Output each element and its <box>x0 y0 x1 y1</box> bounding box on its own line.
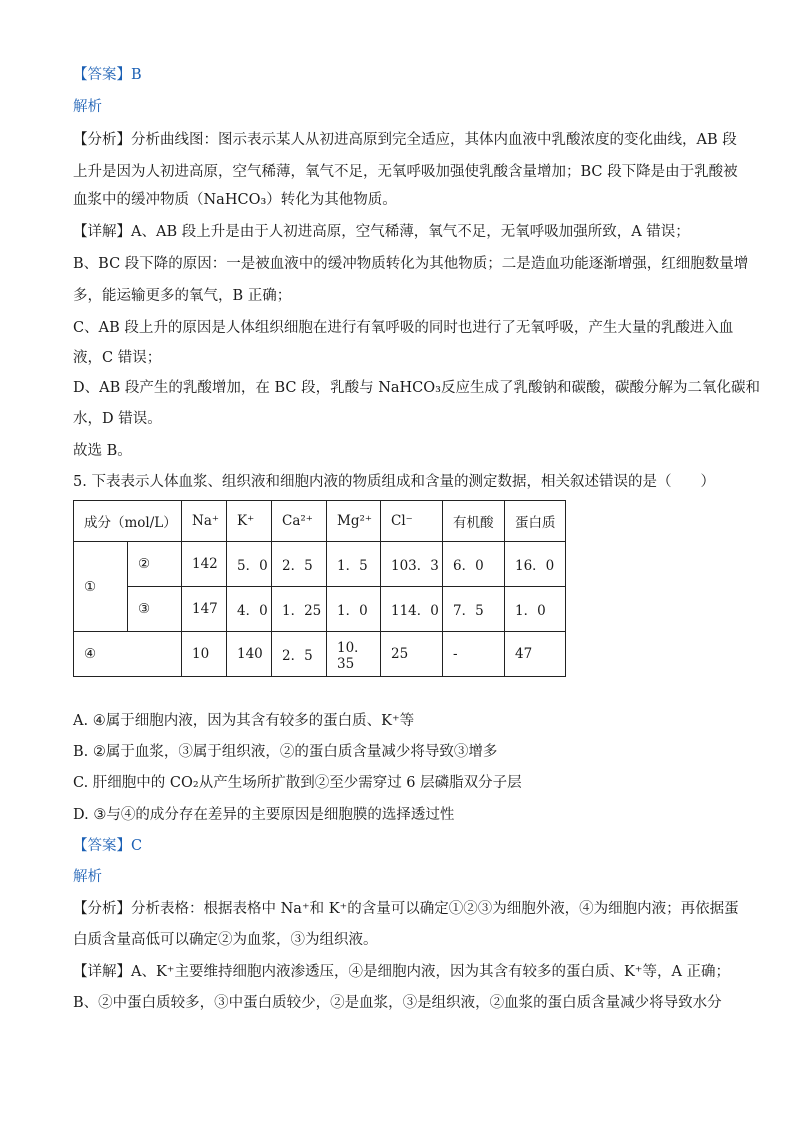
table-group-cell: ① <box>74 542 128 632</box>
table-cell: 1．0 <box>505 587 566 632</box>
table-cell: 2．5 <box>272 632 327 677</box>
text-line: B、②中蛋白质较多，③中蛋白质较少，②是血浆，③是组织液，②血浆的蛋白质含量减少将导致水分 <box>73 995 722 1011</box>
table-header-cell: K⁺ <box>227 501 272 542</box>
text-line: 【详解】A、AB 段上升是由于人初进高原，空气稀薄，氧气不足，无氧呼吸加强所致，A 错误； <box>73 224 690 240</box>
table-cell: 5．0 <box>227 542 272 587</box>
table-row <box>74 542 566 587</box>
table-cell: 1．5 <box>327 542 381 587</box>
table-header-cell: 蛋白质 <box>505 501 566 542</box>
analysis-heading-1: 解析 <box>73 99 102 115</box>
text-line: B、BC 段下降的原因：一是被血液中的缓冲物质转化为其他物质；二是造血功能逐渐增强，红细胞数量增 <box>73 256 749 272</box>
table-cell: 10．35 <box>327 632 381 677</box>
table-cell: 103．3 <box>381 542 443 587</box>
answer-label-2: 【答案】C <box>73 838 143 854</box>
table-cell: 4．0 <box>227 587 272 632</box>
text-line: 血浆中的缓冲物质（NaHCO₃）转化为其他物质。 <box>73 192 397 208</box>
table-header-cell: Ca²⁺ <box>272 501 327 542</box>
table-cell: 10 <box>182 632 227 677</box>
text-line: D、AB 段产生的乳酸增加，在 BC 段，乳酸与 NaHCO₃反应生成了乳酸钠和碳酸，碳酸分解为二氧化碳和 <box>73 380 760 396</box>
text-line: 【详解】A、K⁺主要维持细胞内液渗透压，④是细胞内液，因为其含有较多的蛋白质、K⁺等，A 正确； <box>73 964 731 980</box>
table-row-label: ③ <box>128 587 182 632</box>
text-line: 液，C 错误； <box>73 350 162 366</box>
table-cell: 47 <box>505 632 566 677</box>
table-header-cell: Na⁺ <box>182 501 227 542</box>
table-cell: 1．25 <box>272 587 327 632</box>
text-line: 故选 B。 <box>73 443 132 459</box>
text-line: 上升是因为人初进高原，空气稀薄，氧气不足，无氧呼吸加强使乳酸含量增加；BC 段下降是由于乳酸被 <box>73 164 738 180</box>
table-cell: 2．5 <box>272 542 327 587</box>
table-row <box>74 632 566 677</box>
table-cell: 7．5 <box>443 587 505 632</box>
text-line: 水，D 错误。 <box>73 411 162 427</box>
option-d: D. ③与④的成分存在差异的主要原因是细胞膜的选择透过性 <box>73 807 455 823</box>
table-header-cell: 有机酸 <box>443 501 505 542</box>
table-cell: 16．0 <box>505 542 566 587</box>
table-header-cell: Cl⁻ <box>381 501 443 542</box>
answer-label-1: 【答案】B <box>73 67 142 83</box>
question-5: 5. 下表表示人体血浆、组织液和细胞内液的物质组成和含量的测定数据，相关叙述错误的是（ ） <box>73 474 715 490</box>
text-line: 【分析】分析表格：根据表格中 Na⁺和 K⁺的含量可以确定①②③为细胞外液，④为细胞内液；再依据蛋 <box>73 901 739 917</box>
text-line: 多，能运输更多的氧气，B 正确； <box>73 288 292 304</box>
table-cell: 147 <box>182 587 227 632</box>
table-cell: 25 <box>381 632 443 677</box>
composition-table <box>73 500 566 677</box>
option-b: B. ②属于血浆，③属于组织液，②的蛋白质含量减少将导致③增多 <box>73 744 498 760</box>
option-c: C. 肝细胞中的 CO₂从产生场所扩散到②至少需穿过 6 层磷脂双分子层 <box>73 775 522 791</box>
table-row <box>74 587 566 632</box>
table-row-label: ② <box>128 542 182 587</box>
option-a: A. ④属于细胞内液，因为其含有较多的蛋白质、K⁺等 <box>73 713 415 729</box>
text-line: 白质含量高低可以确定②为血浆，③为组织液。 <box>73 932 378 948</box>
table-header-row <box>74 501 566 542</box>
table-header-cell: 成分（mol/L） <box>74 501 182 542</box>
text-line: 【分析】分析曲线图：图示表示某人从初进高原到完全适应，其体内血液中乳酸浓度的变化曲线，AB 段 <box>73 132 737 148</box>
table-header-cell: Mg²⁺ <box>327 501 381 542</box>
table-cell: 142 <box>182 542 227 587</box>
table-row-label: ④ <box>74 632 182 677</box>
table-cell: 140 <box>227 632 272 677</box>
analysis-heading-2: 解析 <box>73 869 102 885</box>
text-line: C、AB 段上升的原因是人体组织细胞在进行有氧呼吸的同时也进行了无氧呼吸，产生大量的乳酸进入血 <box>73 320 734 336</box>
table-cell: 6．0 <box>443 542 505 587</box>
table-cell: 114．0 <box>381 587 443 632</box>
table-cell: 1．0 <box>327 587 381 632</box>
table-cell: - <box>443 632 505 677</box>
